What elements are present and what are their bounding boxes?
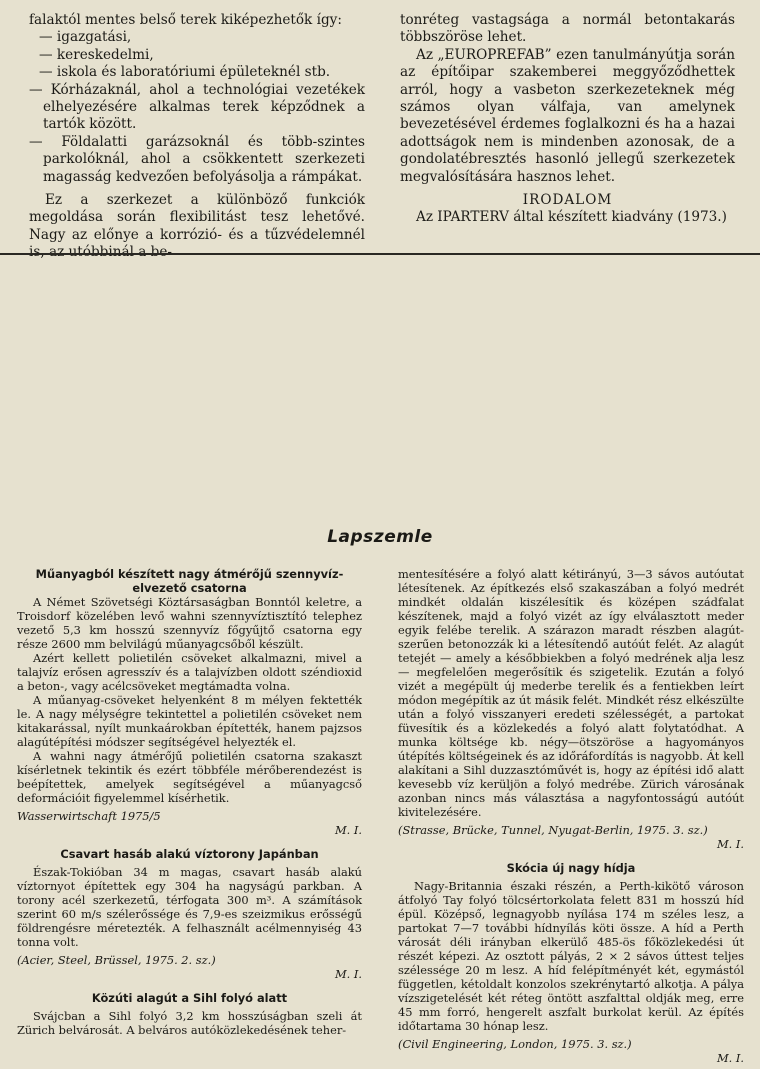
paragraph: Nagy-Britannia északi részén, a Perth-kikötő városon átfolyó Tay folyó tölcsértorkolata felett 831 m hosszú híd épül. Középső, legnagyobb nyílása 174 m széles lesz, a partokat 7—7 további hídnyílás köti össze. A híd a Perth városát déli irányban elkerülő 485-ös főközlekedési út részét képezi. Az osztott pályás, 2 × 2 sávos úttest teljes szélessége 20 m lesz. A híd felépítményét két, egymástól független, kétoldalt konzolos szekrénytartó alkotja. A pálya vízszigetelését két réteg öntött aszfalttal oldják meg, erre 45 mm forró, hengerelt aszfalt burkolat kerül. Az építés időtartama 30 hónap lesz. <box>398 879 744 1033</box>
review-left-column <box>17 567 362 1037</box>
review-right-column <box>398 567 744 1065</box>
paragraph: A Német Szövetségi Köztársaságban Bonntól keletre, a Troisdorf közelében levő wahni szennyvíztisztító telephez vezető 5,3 km hosszú szennyvíz főgyűjtő csatorna egy része 2600 mm belvilágú műanyagcsőből készült. <box>17 595 362 651</box>
list-item: — Kórházaknál, ahol a technológiai vezetékek elhelyezésére alkalmas terek képződnek a tartók között. <box>29 81 365 133</box>
article-title: Közúti alagút a Sihl folyó alatt <box>91 991 288 1005</box>
author-signature: M. I. <box>716 1051 744 1065</box>
list-item: — iskola és laboratóriumi épületeknél stb. <box>39 64 331 81</box>
references-heading: IRODALOM <box>522 192 613 209</box>
paragraph: Svájcban a Sihl folyó 3,2 km hosszúságban szeli át Zürich belvárosát. A belváros autóközlekedésének teher- <box>17 1009 362 1037</box>
separator-rule <box>0 253 760 255</box>
paragraph: A műanyag-csöveket helyenként 8 m mélyen fektették le. A nagy mélységre tekintettel a polietilén csöveket nem kitakarással, nyílt munkaárokban építették, hanem pajzsos alagútépítési módszer segítségével helyezték el. <box>17 693 362 749</box>
source-citation: (Civil Engineering, London, 1975. 3. sz.) <box>398 1037 632 1051</box>
top-left-column <box>29 12 365 262</box>
paragraph: Ez a szerkezet a különböző funkciók megoldása során flexibilitást tesz lehetővé. Nagy az előnye a korrózió- és a tűzvédelemnél <box>29 192 365 243</box>
paragraph: A wahni nagy átmérőjű polietilén csatorna szakaszt kísérletnek tekintik és ezért többféle mérőberendezést is beépítettek, amelyek segítségével a műanyagcső deformációit figyelemmel kísérhetik. <box>17 749 362 805</box>
paragraph: Az „EUROPREFAB” ezen tanulmányútja során az építőipar szakemberei meggyőződhettek arról, hogy a vasbeton szerkezeteknek még számos olyan válfaja, van amelynek bevezetésével érdemes foglalkozni és ha a hazai adottságok nem is mindenben azonosak, de a gondolatébresztés hasonló jellegű szerkezetek megvalósítására hasznos lehet. <box>400 46 735 185</box>
source-citation: (Strasse, Brücke, Tunnel, Nyugat-Berlin, 1975. 3. sz.) <box>398 823 708 837</box>
author-signature: M. I. <box>334 823 362 837</box>
source-citation: Wasserwirtschaft 1975/5 <box>17 809 161 823</box>
reference-entry: Az IPARTERV által készített kiadvány (1973.) <box>416 209 727 226</box>
paragraph: tonréteg vastagsága a normál betontakarás többszöröse lehet. <box>400 12 735 46</box>
author-signature: M. I. <box>716 837 744 851</box>
top-right-column <box>400 12 735 227</box>
text-line: falaktól mentes belső terek kiképezhetők így: <box>29 12 342 28</box>
article-title: Műanyagból készített nagy átmérőjű szennyvíz-elvezető csatorna <box>35 567 344 595</box>
paragraph: Azért kellett polietilén csöveket alkalmazni, mivel a talajvíz erősen agresszív és a talajvízben oldott széndioxid a beton-, vagy acélcsöveket megtámadta volna. <box>17 651 362 693</box>
section-title: Lapszemle <box>327 527 433 547</box>
list-item: — igazgatási, <box>39 29 132 46</box>
list-item: — kereskedelmi, <box>39 46 154 63</box>
paragraph: mentesítésére a folyó alatt kétirányú, 3—3 sávos autóutat létesítenek. Az építkezés első szakaszában a folyó medrét mindkét oldalán kiszélesítik és középen szádfalat készítenek, majd a folyó vizét az így elválasztott meder egyik felébe terelik. A szárazon maradt részben alagút-szerűen betonozzák ki a létesítendő autóút felét. Az alagút tetejét — amely a későbbiekben a folyó medrének alja lesz — megfelelően megerősítik és szigetelik. Ezután a folyó vizét a megépült új mederbe terelik és a fentiekben leírt módon megépítik az út másik felét. Mindkét rész elkészülte után a folyó visszanyeri eredeti szélességét, a partokat füvesítik és a közlekedés a folyó alatt folytatódhat. A munka költsége kb. négy—ötszöröse a hagyományos útépítés költségeinek és az időráfordítás is nagyobb. Át kell alakítani a Sihl duzzasztóművét is, hogy az építési idő alatt kevesebb víz kerüljön a folyó medrébe. Zürich városának azonban nincs más választása a nagyfontosságú autóút kivitelezésére. <box>398 567 744 819</box>
list-item: — Földalatti garázsoknál és több-szintes parkolóknál, ahol a csökkentett szerkezeti magasság kedvezően befolyásolja a rámpákat. <box>29 133 365 185</box>
article-title: Csavart hasáb alakú víztorony Japánban <box>60 847 319 861</box>
author-signature: M. I. <box>334 967 362 981</box>
article-title: Skócia új nagy hídja <box>506 861 636 875</box>
source-citation: (Acier, Steel, Brüssel, 1975. 2. sz.) <box>17 953 216 967</box>
paragraph: Észak-Tokióban 34 m magas, csavart hasáb alakú víztornyot építettek egy 304 ha nagyságú parkban. A torony acél szerkezetű, térfogata 300 m³. A számítások szerint 60 m/s szélerőssége és 7,9-es szeizmikus erősségű földrengésre méretezték. A felhasznált acélmennyiség 43 tonna volt. <box>17 865 362 949</box>
